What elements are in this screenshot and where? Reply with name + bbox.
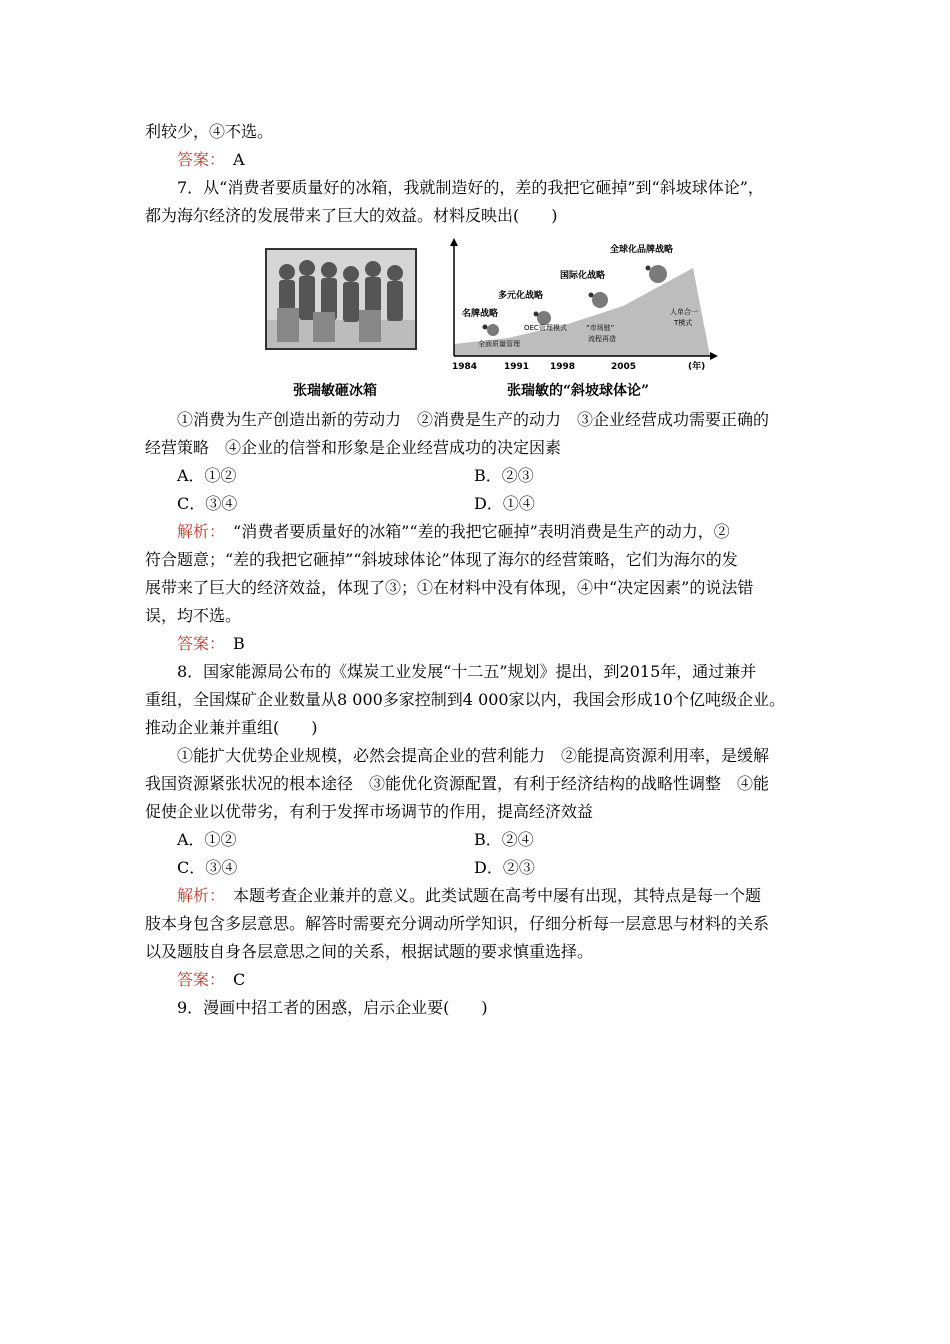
q8-answer: 答案： C — [177, 970, 246, 989]
note-label: “市场链” — [586, 324, 615, 332]
q8-option-b: B．②④ — [474, 830, 534, 849]
note-label: 全面质量管理 — [478, 340, 520, 348]
q7-option-c: C．③④ — [177, 494, 238, 513]
q8-stem-line2: 重组，全国煤矿企业数量从8 000多家控制到4 000家以内，我国会形成10个亿吨级企业。 — [145, 690, 785, 709]
year-tick: 1991 — [504, 362, 530, 372]
note-label: T模式 — [674, 319, 693, 327]
stage-label: 多元化战略 — [498, 291, 544, 301]
answer-label: 答案： — [177, 634, 218, 653]
slope-ball-theory-chart — [448, 238, 718, 372]
q7-option-d: D．①④ — [474, 494, 535, 513]
q6-tail-text: 利较少，④不选。 — [145, 122, 274, 141]
stage-label: 名牌战略 — [462, 309, 499, 319]
q7-answer: 答案： B — [177, 634, 245, 653]
q8-statements-line2: 我国资源紧张状况的根本途径 ③能优化资源配置，有利于经济结构的战略性调整 ④能 — [145, 774, 770, 793]
q7-option-b: B．②③ — [474, 466, 534, 485]
q8-analysis-line1: 解析： 本题考查企业兼并的意义。此类试题在高考中屡有出现，其特点是每一个题 — [177, 886, 762, 905]
q6-answer: 答案： A — [177, 150, 245, 169]
caption-left: 张瑞敏砸冰箱 — [293, 383, 377, 399]
q7-analysis-line2: 符合题意；“差的我把它砸掉”“斜坡球体论”体现了海尔的经营策略，它们为海尔的发 — [145, 550, 738, 569]
note-label: 人单合一 — [670, 308, 698, 316]
q7-stem-line1: 7．从“消费者要质量好的冰箱，我就制造好的，差的我把它砸掉”到“斜坡球体论”， — [177, 178, 764, 197]
q7-analysis-line1: 解析： “消费者要质量好的冰箱”“差的我把它砸掉”表明消费是生产的动力，② — [177, 522, 730, 541]
year-tick: 2005 — [611, 362, 637, 372]
q8-stem-line3: 推动企业兼并重组( ) — [145, 718, 318, 737]
q7-analysis-line3: 展带来了巨大的经济效益，体现了③；①在材料中没有体现，④中“决定因素”的说法错 — [145, 578, 754, 597]
year-tick: 1998 — [550, 362, 576, 372]
caption-right: 张瑞敏的“斜坡球体论” — [507, 383, 650, 399]
answer-label: 答案： — [177, 970, 218, 989]
q7-stem-line2: 都为海尔经济的发展带来了巨大的效益。材料反映出( ) — [145, 206, 558, 225]
q7-statements-line2: 经营策略 ④企业的信誉和形象是企业经营成功的决定因素 — [145, 438, 562, 457]
note-label: 流程再造 — [588, 335, 616, 343]
smashing-fridge-photo — [265, 248, 417, 350]
stage-label: 全球化品牌战略 — [610, 245, 674, 255]
q8-statements-line3: 促使企业以优带劣，有利于发挥市场调节的作用，提高经济效益 — [145, 802, 594, 821]
note-label: OEC管理模式 — [524, 324, 567, 332]
q9-stem: 9．漫画中招工者的困惑，启示企业要( ) — [177, 998, 488, 1017]
q8-option-a: A．①② — [177, 830, 237, 849]
answer-label: 答案： — [177, 150, 218, 169]
q8-option-c: C．③④ — [177, 858, 238, 877]
q8-analysis-line2: 肢本身包含多层意思。解答时需要充分调动所学知识，仔细分析每一层意思与材料的关系 — [145, 914, 770, 933]
analysis-label: 解析： — [177, 522, 218, 541]
q7-analysis-line4: 误，均不选。 — [145, 606, 242, 625]
stage-label: 国际化战略 — [560, 271, 606, 281]
q8-statements-line1: ①能扩大优势企业规模，必然会提高企业的营利能力 ②能提高资源利用率，是缓解 — [177, 746, 770, 765]
q8-option-d: D．②③ — [474, 858, 535, 877]
year-unit: (年) — [688, 362, 706, 372]
q7-option-a: A．①② — [177, 466, 237, 485]
analysis-label: 解析： — [177, 886, 218, 905]
q7-statements-line1: ①消费为生产创造出新的劳动力 ②消费是生产的动力 ③企业经营成功需要正确的 — [177, 410, 770, 429]
year-tick: 1984 — [452, 362, 478, 372]
q8-analysis-line3: 以及题肢自身各层意思之间的关系，根据试题的要求慎重选择。 — [145, 942, 594, 961]
q8-stem-line1: 8．国家能源局公布的《煤炭工业发展“十二五”规划》提出，到2015年，通过兼并 — [177, 662, 757, 681]
